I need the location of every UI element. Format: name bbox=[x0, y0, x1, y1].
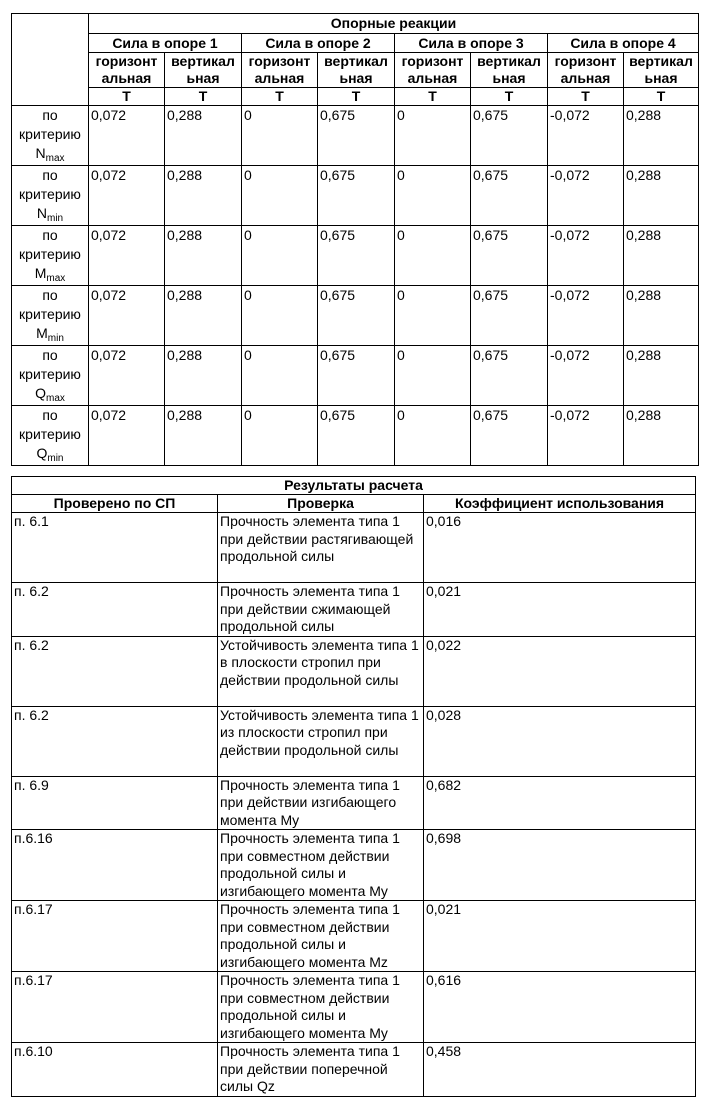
reaction-value: 0,288 bbox=[624, 406, 699, 466]
direction-header: горизонт альная bbox=[548, 53, 624, 88]
coefficient-cell: 0,021 bbox=[424, 901, 696, 972]
reaction-value: 0 bbox=[395, 106, 471, 166]
direction-header: вертикал ьная bbox=[318, 53, 395, 88]
reaction-value: 0 bbox=[395, 286, 471, 346]
criterion-cell bbox=[12, 106, 89, 166]
support-1-header: Сила в опоре 1 bbox=[89, 34, 242, 53]
reaction-value: 0,675 bbox=[318, 346, 395, 406]
direction-header: горизонт альная bbox=[242, 53, 318, 88]
reaction-value: 0,675 bbox=[471, 106, 548, 166]
result-row bbox=[12, 901, 696, 972]
reaction-value: 0,288 bbox=[165, 166, 242, 226]
clause-column-header: Проверено по СП bbox=[12, 495, 218, 513]
results-header-row bbox=[12, 495, 696, 513]
reaction-value: -0,072 bbox=[548, 166, 624, 226]
supports-header-row bbox=[12, 34, 699, 53]
coefficient-cell: 0,458 bbox=[424, 1043, 696, 1097]
criterion-cell bbox=[12, 166, 89, 226]
unit-cell: Т bbox=[471, 88, 548, 106]
criterion-symbol: N bbox=[36, 205, 47, 221]
reaction-value: 0,072 bbox=[89, 226, 165, 286]
reaction-value: 0,288 bbox=[624, 286, 699, 346]
coefficient-cell: 0,682 bbox=[424, 776, 696, 830]
check-cell: Прочность элемента типа 1 при совместном действии продольной силы и изгибающего момента Mz bbox=[218, 901, 424, 972]
reaction-value: 0,675 bbox=[471, 406, 548, 466]
check-cell: Прочность элемента типа 1 при совместном действии продольной силы и изгибающего момента My bbox=[218, 830, 424, 901]
criterion-word: по bbox=[42, 167, 58, 183]
criterion-word: по bbox=[42, 227, 58, 243]
reaction-row bbox=[12, 346, 699, 406]
reaction-value: 0,072 bbox=[89, 346, 165, 406]
criteria-header-blank bbox=[12, 14, 89, 106]
reaction-value: -0,072 bbox=[548, 226, 624, 286]
criterion-symbol: Q bbox=[36, 445, 48, 461]
results-body bbox=[12, 513, 696, 1097]
unit-cell: Т bbox=[548, 88, 624, 106]
direction-header: горизонт альная bbox=[89, 53, 165, 88]
reaction-row bbox=[12, 406, 699, 466]
criterion-label: критерию bbox=[19, 186, 81, 202]
reaction-value: 0,675 bbox=[318, 226, 395, 286]
criterion-cell bbox=[12, 226, 89, 286]
clause-cell: п. 6.2 bbox=[12, 636, 218, 706]
clause-cell: п. 6.2 bbox=[12, 583, 218, 637]
reaction-value: 0 bbox=[242, 226, 318, 286]
unit-cell: Т bbox=[89, 88, 165, 106]
check-column-header: Проверка bbox=[218, 495, 424, 513]
reaction-value: -0,072 bbox=[548, 406, 624, 466]
direction-header: вертикал ьная bbox=[165, 53, 242, 88]
reaction-value: 0,288 bbox=[624, 346, 699, 406]
reaction-value: 0 bbox=[242, 406, 318, 466]
reactions-body bbox=[12, 106, 699, 466]
direction-header: вертикал ьная bbox=[471, 53, 548, 88]
clause-cell: п.6.17 bbox=[12, 972, 218, 1043]
coefficient-cell: 0,016 bbox=[424, 513, 696, 583]
reaction-value: 0,675 bbox=[318, 106, 395, 166]
reaction-value: 0,288 bbox=[624, 226, 699, 286]
unit-cell: Т bbox=[395, 88, 471, 106]
coefficient-cell: 0,022 bbox=[424, 636, 696, 706]
direction-header: горизонт альная bbox=[395, 53, 471, 88]
unit-cell: Т bbox=[318, 88, 395, 106]
check-cell: Прочность элемента типа 1 при действии изгибающего момента My bbox=[218, 776, 424, 830]
result-row bbox=[12, 583, 696, 637]
check-cell: Прочность элемента типа 1 при действии сжимающей продольной силы bbox=[218, 583, 424, 637]
reaction-value: 0,675 bbox=[318, 406, 395, 466]
reaction-value: 0,675 bbox=[471, 346, 548, 406]
result-row bbox=[12, 972, 696, 1043]
reaction-value: -0,072 bbox=[548, 106, 624, 166]
reaction-value: -0,072 bbox=[548, 346, 624, 406]
criterion-subscript: max bbox=[46, 273, 66, 284]
unit-cell: Т bbox=[624, 88, 699, 106]
check-cell: Устойчивость элемента типа 1 в плоскости стропил при действии продольной силы bbox=[218, 636, 424, 706]
reaction-value: 0,288 bbox=[165, 286, 242, 346]
reaction-value: 0 bbox=[395, 406, 471, 466]
support-reactions-table bbox=[11, 13, 699, 466]
result-row bbox=[12, 706, 696, 776]
reaction-value: 0 bbox=[242, 166, 318, 226]
direction-header: вертикал ьная bbox=[624, 53, 699, 88]
clause-cell: п.6.16 bbox=[12, 830, 218, 901]
reaction-value: 0,675 bbox=[318, 166, 395, 226]
reaction-value: 0,288 bbox=[624, 166, 699, 226]
result-row bbox=[12, 830, 696, 901]
clause-cell: п. 6.1 bbox=[12, 513, 218, 583]
results-title: Результаты расчета bbox=[12, 477, 696, 495]
criterion-symbol: Q bbox=[35, 385, 46, 401]
reaction-row bbox=[12, 106, 699, 166]
support-4-header: Сила в опоре 4 bbox=[548, 34, 699, 53]
results-title-row bbox=[12, 477, 696, 495]
reaction-value: 0 bbox=[242, 346, 318, 406]
criterion-label: критерию bbox=[19, 246, 81, 262]
result-row bbox=[12, 1043, 696, 1097]
reaction-value: 0,675 bbox=[318, 286, 395, 346]
reactions-title-row bbox=[12, 14, 699, 34]
reaction-value: 0,675 bbox=[471, 286, 548, 346]
check-cell: Прочность элемента типа 1 при действии растягивающей продольной силы bbox=[218, 513, 424, 583]
criterion-label: критерию bbox=[19, 426, 81, 442]
reaction-value: 0,675 bbox=[471, 166, 548, 226]
reaction-value: 0,675 bbox=[471, 226, 548, 286]
unit-cell: Т bbox=[165, 88, 242, 106]
check-cell: Прочность элемента типа 1 при совместном действии продольной силы и изгибающего момента My bbox=[218, 972, 424, 1043]
reaction-value: 0,072 bbox=[89, 166, 165, 226]
criterion-cell bbox=[12, 346, 89, 406]
coefficient-cell: 0,698 bbox=[424, 830, 696, 901]
reaction-value: 0,072 bbox=[89, 106, 165, 166]
reaction-value: 0 bbox=[395, 166, 471, 226]
reaction-value: 0,288 bbox=[165, 406, 242, 466]
criterion-label: критерию bbox=[19, 306, 81, 322]
check-cell: Прочность элемента типа 1 при действии поперечной силы Qz bbox=[218, 1043, 424, 1097]
criterion-subscript: min bbox=[47, 213, 64, 224]
clause-cell: п.6.10 bbox=[12, 1043, 218, 1097]
criterion-cell bbox=[12, 286, 89, 346]
criterion-label: критерию bbox=[19, 366, 81, 382]
criterion-symbol: N bbox=[35, 145, 46, 161]
criterion-label: критерию bbox=[19, 126, 81, 142]
result-row bbox=[12, 636, 696, 706]
check-cell: Устойчивость элемента типа 1 из плоскости стропил при действии продольной силы bbox=[218, 706, 424, 776]
coefficient-cell: 0,616 bbox=[424, 972, 696, 1043]
support-2-header: Сила в опоре 2 bbox=[242, 34, 395, 53]
reaction-value: -0,072 bbox=[548, 286, 624, 346]
reaction-value: 0,072 bbox=[89, 406, 165, 466]
criterion-word: по bbox=[42, 287, 58, 303]
criterion-symbol: M bbox=[34, 265, 47, 281]
reaction-value: 0 bbox=[395, 226, 471, 286]
criterion-word: по bbox=[42, 347, 58, 363]
reaction-row bbox=[12, 226, 699, 286]
criterion-subscript: max bbox=[45, 153, 65, 164]
unit-cell: Т bbox=[242, 88, 318, 106]
coefficient-cell: 0,028 bbox=[424, 706, 696, 776]
clause-cell: п. 6.2 bbox=[12, 706, 218, 776]
reaction-value: 0,288 bbox=[165, 226, 242, 286]
reaction-value: 0 bbox=[242, 286, 318, 346]
reaction-row bbox=[12, 166, 699, 226]
criterion-cell bbox=[12, 406, 89, 466]
results-table bbox=[11, 476, 696, 1097]
coefficient-column-header: Коэффициент использования bbox=[424, 495, 696, 513]
criterion-word: по bbox=[42, 407, 58, 423]
result-row bbox=[12, 776, 696, 830]
direction-header-row bbox=[12, 53, 699, 88]
units-row bbox=[12, 88, 699, 106]
reaction-row bbox=[12, 286, 699, 346]
clause-cell: п. 6.9 bbox=[12, 776, 218, 830]
reactions-title: Опорные реакции bbox=[89, 14, 699, 34]
reaction-value: 0,072 bbox=[89, 286, 165, 346]
reaction-value: 0,288 bbox=[165, 106, 242, 166]
reaction-value: 0 bbox=[242, 106, 318, 166]
clause-cell: п.6.17 bbox=[12, 901, 218, 972]
result-row bbox=[12, 513, 696, 583]
reaction-value: 0,288 bbox=[624, 106, 699, 166]
support-3-header: Сила в опоре 3 bbox=[395, 34, 548, 53]
criterion-subscript: min bbox=[47, 453, 64, 464]
reaction-value: 0 bbox=[395, 346, 471, 406]
coefficient-cell: 0,021 bbox=[424, 583, 696, 637]
criterion-subscript: min bbox=[47, 333, 64, 344]
criterion-symbol: M bbox=[36, 325, 48, 341]
criterion-word: по bbox=[42, 107, 58, 123]
reaction-value: 0,288 bbox=[165, 346, 242, 406]
criterion-subscript: max bbox=[45, 393, 65, 404]
